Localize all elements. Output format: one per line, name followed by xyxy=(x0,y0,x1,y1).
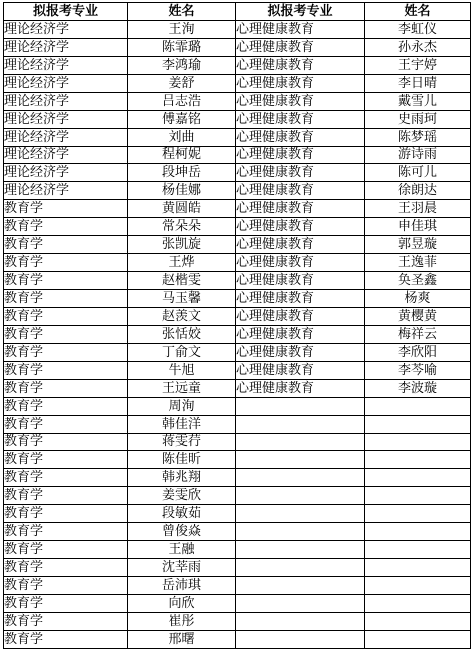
table-row xyxy=(4,74,471,92)
name-cell-left: 姜雯欣 xyxy=(128,487,236,505)
header-name-left: 姓名 xyxy=(128,3,236,21)
table-row xyxy=(4,577,471,595)
major-cell-left: 教育学 xyxy=(4,577,128,595)
table-row xyxy=(4,523,471,541)
major-cell-left: 教育学 xyxy=(4,433,128,451)
major-cell-right: 心理健康教育 xyxy=(236,146,365,164)
major-cell-left: 教育学 xyxy=(4,415,128,433)
major-cell-right xyxy=(236,559,365,577)
major-cell-right: 心理健康教育 xyxy=(236,164,365,182)
table-row xyxy=(4,505,471,523)
major-cell-right: 心理健康教育 xyxy=(236,307,365,325)
major-cell-left: 教育学 xyxy=(4,397,128,415)
name-cell-left: 王烨 xyxy=(128,254,236,272)
name-cell-right xyxy=(365,612,471,630)
major-cell-left: 理论经济学 xyxy=(4,146,128,164)
major-cell-left: 教育学 xyxy=(4,290,128,308)
table-row xyxy=(4,343,471,361)
name-cell-right: 梅祥云 xyxy=(365,325,471,343)
name-cell-left: 程柯妮 xyxy=(128,146,236,164)
major-cell-left: 教育学 xyxy=(4,361,128,379)
major-cell-left: 教育学 xyxy=(4,523,128,541)
major-cell-right: 心理健康教育 xyxy=(236,110,365,128)
name-cell-right: 史雨珂 xyxy=(365,110,471,128)
name-cell-left: 沈莘雨 xyxy=(128,559,236,577)
name-cell-left: 刘曲 xyxy=(128,128,236,146)
major-cell-left: 教育学 xyxy=(4,559,128,577)
name-cell-left: 赵楷雯 xyxy=(128,272,236,290)
name-cell-left: 蒋雯荇 xyxy=(128,433,236,451)
name-cell-right xyxy=(365,541,471,559)
major-cell-left: 教育学 xyxy=(4,343,128,361)
table-row xyxy=(4,56,471,74)
name-cell-left: 牛旭 xyxy=(128,361,236,379)
name-cell-right xyxy=(365,469,471,487)
major-cell-left: 教育学 xyxy=(4,469,128,487)
table-row xyxy=(4,254,471,272)
major-cell-right: 心理健康教育 xyxy=(236,379,365,397)
major-cell-right: 心理健康教育 xyxy=(236,38,365,56)
name-cell-right xyxy=(365,523,471,541)
major-cell-left: 教育学 xyxy=(4,272,128,290)
name-cell-left: 赵羡文 xyxy=(128,307,236,325)
table-row xyxy=(4,541,471,559)
major-cell-right xyxy=(236,577,365,595)
major-cell-right: 心理健康教育 xyxy=(236,272,365,290)
major-cell-left: 教育学 xyxy=(4,307,128,325)
major-cell-right: 心理健康教育 xyxy=(236,20,365,38)
header-major-left: 拟报考专业 xyxy=(4,3,128,21)
name-cell-left: 傅嘉铭 xyxy=(128,110,236,128)
name-cell-right: 戴雪儿 xyxy=(365,92,471,110)
table-row xyxy=(4,307,471,325)
major-cell-left: 教育学 xyxy=(4,630,128,648)
name-cell-right: 申佳琪 xyxy=(365,218,471,236)
table-row xyxy=(4,469,471,487)
name-cell-right: 李波璇 xyxy=(365,379,471,397)
major-cell-left: 教育学 xyxy=(4,200,128,218)
major-cell-right: 心理健康教育 xyxy=(236,200,365,218)
table-row xyxy=(4,415,471,433)
major-cell-left: 理论经济学 xyxy=(4,20,128,38)
name-cell-left: 杨佳娜 xyxy=(128,182,236,200)
name-cell-left: 吕志浩 xyxy=(128,92,236,110)
name-cell-right xyxy=(365,505,471,523)
name-cell-left: 常朵朵 xyxy=(128,218,236,236)
name-cell-right: 孙永杰 xyxy=(365,38,471,56)
header-name-right: 姓名 xyxy=(365,3,471,21)
major-cell-right: 心理健康教育 xyxy=(236,74,365,92)
major-cell-right xyxy=(236,451,365,469)
major-cell-left: 理论经济学 xyxy=(4,110,128,128)
name-cell-left: 曾俊焱 xyxy=(128,523,236,541)
name-cell-right: 王羽晨 xyxy=(365,200,471,218)
major-cell-right xyxy=(236,397,365,415)
table-row xyxy=(4,290,471,308)
major-cell-right xyxy=(236,541,365,559)
major-cell-left: 理论经济学 xyxy=(4,182,128,200)
major-cell-left: 教育学 xyxy=(4,487,128,505)
table-row xyxy=(4,110,471,128)
major-cell-left: 教育学 xyxy=(4,451,128,469)
table-row xyxy=(4,397,471,415)
major-cell-right xyxy=(236,415,365,433)
table-row xyxy=(4,92,471,110)
name-cell-right: 郭昱璇 xyxy=(365,236,471,254)
name-cell-left: 姜舒 xyxy=(128,74,236,92)
name-cell-right xyxy=(365,487,471,505)
major-cell-right xyxy=(236,630,365,648)
name-cell-right: 奂圣鑫 xyxy=(365,272,471,290)
name-cell-left: 陈佳昕 xyxy=(128,451,236,469)
name-cell-left: 王融 xyxy=(128,541,236,559)
major-cell-left: 教育学 xyxy=(4,254,128,272)
name-cell-right: 陈梦瑶 xyxy=(365,128,471,146)
name-cell-left: 丁俞文 xyxy=(128,343,236,361)
table-row xyxy=(4,20,471,38)
name-cell-left: 马玉馨 xyxy=(128,290,236,308)
table-row xyxy=(4,379,471,397)
major-cell-right: 心理健康教育 xyxy=(236,182,365,200)
table-row xyxy=(4,559,471,577)
name-cell-left: 陈霏璐 xyxy=(128,38,236,56)
major-cell-right xyxy=(236,594,365,612)
name-cell-left: 邢曙 xyxy=(128,630,236,648)
major-cell-right: 心理健康教育 xyxy=(236,343,365,361)
name-cell-left: 周洵 xyxy=(128,397,236,415)
table-row xyxy=(4,451,471,469)
table-row xyxy=(4,325,471,343)
major-cell-right: 心理健康教育 xyxy=(236,325,365,343)
name-cell-right: 游诗雨 xyxy=(365,146,471,164)
major-cell-right: 心理健康教育 xyxy=(236,218,365,236)
name-cell-left: 王洵 xyxy=(128,20,236,38)
name-cell-right xyxy=(365,415,471,433)
table-row xyxy=(4,594,471,612)
major-cell-right: 心理健康教育 xyxy=(236,128,365,146)
name-cell-right: 徐朗达 xyxy=(365,182,471,200)
name-cell-right xyxy=(365,451,471,469)
major-cell-right xyxy=(236,612,365,630)
name-cell-right: 李虹仪 xyxy=(365,20,471,38)
table-row xyxy=(4,236,471,254)
name-cell-left: 李鸿瑜 xyxy=(128,56,236,74)
name-cell-right xyxy=(365,577,471,595)
name-cell-left: 黄圆皓 xyxy=(128,200,236,218)
name-cell-right xyxy=(365,594,471,612)
major-cell-left: 理论经济学 xyxy=(4,164,128,182)
table-row xyxy=(4,433,471,451)
major-cell-left: 理论经济学 xyxy=(4,92,128,110)
major-cell-right xyxy=(236,433,365,451)
name-cell-right: 李芩喻 xyxy=(365,361,471,379)
major-cell-left: 教育学 xyxy=(4,541,128,559)
major-cell-left: 理论经济学 xyxy=(4,38,128,56)
major-cell-left: 理论经济学 xyxy=(4,56,128,74)
table-row xyxy=(4,200,471,218)
name-cell-left: 向欣 xyxy=(128,594,236,612)
name-cell-right xyxy=(365,559,471,577)
name-cell-right xyxy=(365,397,471,415)
name-cell-right: 黄樱黄 xyxy=(365,307,471,325)
major-cell-left: 教育学 xyxy=(4,612,128,630)
table-row xyxy=(4,146,471,164)
major-cell-left: 理论经济学 xyxy=(4,128,128,146)
header-major-right: 拟报考专业 xyxy=(236,3,365,21)
major-cell-left: 教育学 xyxy=(4,505,128,523)
table-body xyxy=(4,20,471,648)
major-cell-right: 心理健康教育 xyxy=(236,361,365,379)
table-row xyxy=(4,361,471,379)
table-row xyxy=(4,612,471,630)
major-cell-right xyxy=(236,505,365,523)
major-cell-left: 教育学 xyxy=(4,594,128,612)
major-cell-right: 心理健康教育 xyxy=(236,56,365,74)
major-cell-right: 心理健康教育 xyxy=(236,236,365,254)
name-cell-right xyxy=(365,433,471,451)
header-row xyxy=(4,3,471,21)
major-cell-right xyxy=(236,523,365,541)
major-cell-right xyxy=(236,487,365,505)
table-row xyxy=(4,630,471,648)
name-cell-right: 陈可儿 xyxy=(365,164,471,182)
table-row xyxy=(4,182,471,200)
table-header xyxy=(4,3,471,21)
name-cell-left: 韩佳洋 xyxy=(128,415,236,433)
name-cell-left: 张凯旋 xyxy=(128,236,236,254)
table-row xyxy=(4,38,471,56)
name-cell-right: 李日晴 xyxy=(365,74,471,92)
major-cell-left: 教育学 xyxy=(4,325,128,343)
major-cell-right xyxy=(236,469,365,487)
major-cell-left: 教育学 xyxy=(4,379,128,397)
applicant-roster-table xyxy=(3,2,471,649)
name-cell-left: 韩兆翔 xyxy=(128,469,236,487)
name-cell-left: 段敏茹 xyxy=(128,505,236,523)
name-cell-right: 王逸菲 xyxy=(365,254,471,272)
table-row xyxy=(4,164,471,182)
major-cell-left: 教育学 xyxy=(4,218,128,236)
name-cell-right xyxy=(365,630,471,648)
table-row xyxy=(4,128,471,146)
table-row xyxy=(4,218,471,236)
table-row xyxy=(4,487,471,505)
name-cell-left: 段坤岳 xyxy=(128,164,236,182)
major-cell-right: 心理健康教育 xyxy=(236,92,365,110)
name-cell-left: 崔彤 xyxy=(128,612,236,630)
name-cell-left: 岳沛琪 xyxy=(128,577,236,595)
name-cell-right: 李欣阳 xyxy=(365,343,471,361)
name-cell-right: 杨爽 xyxy=(365,290,471,308)
name-cell-left: 王远童 xyxy=(128,379,236,397)
major-cell-left: 教育学 xyxy=(4,236,128,254)
major-cell-right: 心理健康教育 xyxy=(236,254,365,272)
major-cell-right: 心理健康教育 xyxy=(236,290,365,308)
major-cell-left: 理论经济学 xyxy=(4,74,128,92)
table-row xyxy=(4,272,471,290)
name-cell-left: 张恬姣 xyxy=(128,325,236,343)
name-cell-right: 王宇婷 xyxy=(365,56,471,74)
